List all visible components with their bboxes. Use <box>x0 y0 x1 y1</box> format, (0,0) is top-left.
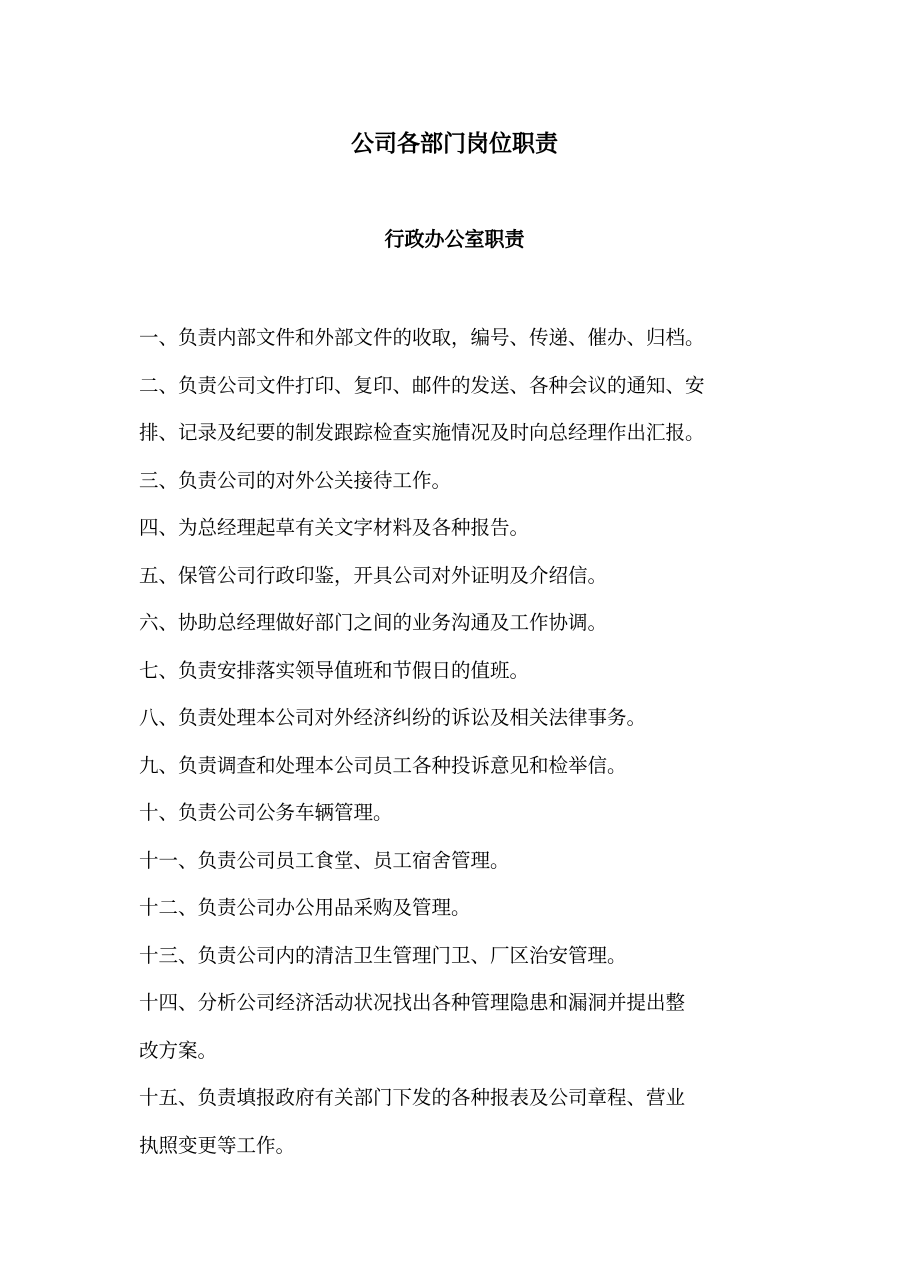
duty-line: 十、负责公司公务车辆管理。 <box>139 801 393 824</box>
duty-line: 十三、负责公司内的清洁卫生管理门卫、厂区治安管理。 <box>139 943 627 967</box>
duty-line: 四、为总经理起草有关文字材料及各种报告。 <box>139 516 530 539</box>
duty-line: 九、负责调查和处理本公司员工各种投诉意见和检举信。 <box>139 753 627 777</box>
duty-line: 二、负责公司文件打印、复印、邮件的发送、各种会议的通知、安 <box>139 373 705 397</box>
duty-line: 执照变更等工作。 <box>139 1133 296 1157</box>
duty-line: 排、记录及纪要的制发跟踪检查实施情况及时向总经理作出汇报。 <box>139 421 705 444</box>
duty-line: 七、负责安排落实领导值班和节假日的值班。 <box>139 658 530 682</box>
section-title: 行政办公室职责 <box>384 227 525 251</box>
duty-line: 十五、负责填报政府有关部门下发的各种报表及公司章程、营业 <box>139 1086 686 1109</box>
duty-line: 一、负责内部文件和外部文件的收取，编号、传递、催办、归档。 <box>139 326 705 349</box>
document-title: 公司各部门岗位职责 <box>351 130 558 157</box>
duty-line: 五、保管公司行政印鉴，开具公司对外证明及介绍信。 <box>139 563 608 587</box>
duty-line: 六、协助总经理做好部门之间的业务沟通及工作协调。 <box>139 611 608 634</box>
duty-list <box>139 314 779 1169</box>
duty-line: 十二、负责公司办公用品采购及管理。 <box>139 896 471 919</box>
duty-line: 八、负责处理本公司对外经济纠纷的诉讼及相关法律事务。 <box>139 706 647 729</box>
duty-line: 十一、负责公司员工食堂、员工宿舍管理。 <box>139 848 510 872</box>
duty-line: 三、负责公司的对外公关接待工作。 <box>139 468 452 492</box>
duty-line: 改方案。 <box>139 1038 218 1062</box>
duty-line: 十四、分析公司经济活动状况找出各种管理隐患和漏洞并提出整 <box>139 991 686 1014</box>
